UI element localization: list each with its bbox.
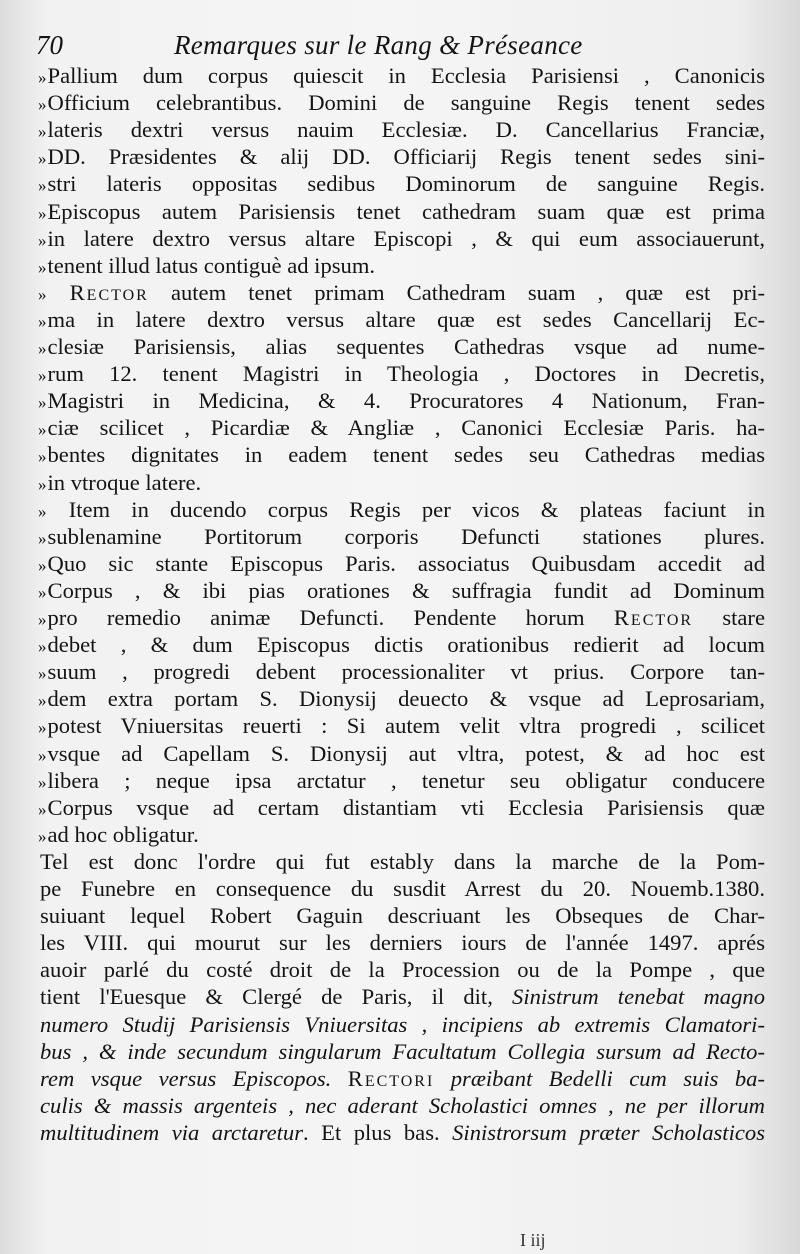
quote-mark: » (38, 555, 46, 575)
quote-mark: » (38, 393, 46, 413)
text-segment: ma in latere dextro versus altare quæ est sedes Cancellarij Ec- (47, 306, 765, 332)
quote-mark: » (38, 447, 46, 467)
text-line (38, 712, 765, 739)
text-line (38, 279, 765, 306)
text-segment: rum 12. tenent Magistri in Theologia , Doctores in Decretis, (47, 361, 765, 387)
text-line (40, 1011, 765, 1038)
quote-mark: » (38, 68, 46, 87)
text-segment: auoir parlé du costé droit de la Procession ou de la Pompe , que (40, 957, 765, 983)
text-segment: Tel est donc l'ordre qui fut estably dans la marche de la Pom- (40, 848, 765, 874)
text-line (38, 496, 765, 523)
text-segment: Sinistrorsum præter Scholasticos (452, 1119, 765, 1145)
text-line (38, 116, 765, 143)
text-line (38, 360, 765, 387)
quote-mark: » (38, 745, 46, 765)
quote-mark: » (38, 474, 46, 494)
text-line (38, 767, 765, 794)
text-line (38, 740, 765, 767)
quote-mark: » (38, 528, 46, 548)
text-segment: pro remedio animæ Defuncti. Pendente horum (47, 605, 614, 630)
text-line (38, 306, 765, 333)
text-segment: autem tenet primam Cathedram suam , quæ est pri- (148, 279, 765, 305)
quote-mark: » (38, 691, 46, 711)
text-segment: in latere dextro versus altare Episcopi , & qui eum associauerunt, (47, 225, 765, 251)
text-segment: . Et plus bas. (303, 1119, 453, 1145)
text-line (38, 333, 765, 360)
text-segment: debet , & dum Episcopus dictis orationibus redierit ad locum (47, 632, 765, 658)
text-segment: libera ; neque ipsa arctatur , tenetur seu obligatur conducere (47, 767, 765, 793)
text-line (38, 631, 765, 658)
text-segment: stri lateris oppositas sedibus Dominorum de sanguine Regis. (47, 171, 765, 197)
text-line (40, 1092, 765, 1119)
text-line (38, 577, 765, 604)
text-segment: les VIII. qui mourut sur les derniers iours de l'année 1497. aprés (40, 930, 765, 956)
text-line (38, 170, 765, 197)
quote-mark: » (38, 420, 46, 440)
text-line (38, 414, 765, 441)
text-segment: potest Vniuersitas reuerti : Si autem velit vltra progredi , scilicet (47, 713, 765, 739)
page-number: 70 (36, 30, 63, 60)
text-line (40, 1119, 765, 1146)
text-segment: suum , progredi debent processionaliter vt prius. Corpore tan- (47, 659, 765, 685)
text-line (38, 89, 765, 116)
text-line (40, 902, 765, 929)
text-segment: Officium celebrantibus. Domini de sanguine Regis tenent sedes (47, 90, 765, 116)
text-segment: tient l'Euesque & Clergé de Paris, il dit, (40, 984, 513, 1010)
text-line (40, 875, 765, 902)
quote-mark: » (38, 284, 46, 304)
text-segment: vsque ad Capellam S. Dionysij aut vltra, potest, & ad hoc est (47, 740, 765, 766)
text-line (38, 252, 765, 279)
text-segment (48, 280, 70, 305)
text-line (38, 604, 765, 631)
text-segment: dem extra portam S. Dionysij deuecto & vsque ad Leprosariam, (47, 686, 765, 712)
text-line (38, 658, 765, 685)
quote-mark: » (38, 582, 46, 602)
text-line (38, 441, 765, 468)
text-line (38, 821, 765, 848)
text-line (40, 848, 765, 875)
text-segment: ad hoc obligatur. (47, 821, 199, 847)
quote-mark: » (38, 826, 46, 846)
text-line (38, 685, 765, 712)
text-segment: Magistri in Medicina, & 4. Procuratores 4 Nationum, Fran- (47, 388, 765, 414)
quote-mark: » (38, 339, 46, 358)
text-segment: culis & massis argenteis , nec aderant Scholastici omnes , ne per illorum (40, 1092, 765, 1118)
quote-mark: » (38, 718, 46, 738)
text-segment: Pallium dum corpus quiescit in Ecclesia Parisiensi , Canonicis (47, 63, 765, 88)
text-line (38, 225, 765, 252)
text-segment: stare (693, 605, 765, 630)
text-line (40, 983, 765, 1010)
text-line (38, 523, 765, 550)
text-segment: Episcopus autem Parisiensis tenet cathedram suam quæ est prima (47, 198, 765, 224)
quote-mark: » (38, 230, 46, 250)
signature-mark: I iij (520, 1230, 546, 1250)
text-segment: sublenamine Portitorum corporis Defuncti stationes plures. (47, 523, 765, 549)
text-segment: bentes dignitates in eadem tenent sedes seu Cathedras medias (47, 442, 765, 468)
text-line (38, 550, 765, 577)
text-segment: Sinistrum tenebat magno (512, 984, 765, 1010)
text-line (40, 1038, 765, 1065)
text-segment: rem vsque versus Episcopos. (40, 1065, 348, 1091)
text-segment: DD. Præsidentes & alij DD. Officiarij Regis tenent sedes sini- (47, 144, 765, 170)
quote-mark: » (38, 311, 46, 331)
quote-mark: » (38, 122, 46, 142)
text-line (40, 1065, 765, 1092)
text-segment: Rector (69, 279, 149, 305)
text-segment: Rectori (347, 1065, 435, 1091)
quote-mark: » (38, 637, 46, 657)
text-segment: tenent illud latus contiguè ad ipsum. (47, 252, 376, 278)
text-segment: ciæ scilicet , Picardiæ & Angliæ , Canonici Ecclesiæ Paris. ha- (47, 415, 765, 441)
text-line (38, 143, 765, 170)
text-line (38, 62, 765, 89)
text-line (38, 387, 765, 414)
quote-mark: » (38, 257, 46, 277)
quote-mark: » (38, 176, 46, 196)
text-segment: clesiæ Parisiensis, alias sequentes Cathedras vsque ad nume- (47, 334, 765, 359)
text-line (38, 198, 765, 225)
text-segment: multitudinem via arctaretur (40, 1119, 304, 1145)
text-line (40, 929, 765, 956)
quote-mark: » (38, 772, 46, 792)
quote-mark: » (38, 610, 46, 629)
text-segment: numero Studij Parisiensis Vniuersitas , incipiens ab extremis Clamatori- (40, 1011, 765, 1037)
text-segment: Item in ducendo corpus Regis per vicos & plateas faciunt in (47, 496, 765, 522)
text-segment: Quo sic stante Episcopus Paris. associatus Quibusdam accedit ad (47, 550, 765, 576)
text-segment: pe Funebre en consequence du susdit Arrest du 20. Nouemb.1380. (40, 876, 765, 901)
quote-mark: » (38, 664, 46, 684)
running-title: Remarques sur le Rang & Préseance (174, 30, 583, 60)
text-segment: Rector (613, 605, 694, 630)
text-segment: Corpus , & ibi pias orationes & suffragia fundit ad Dominum (47, 577, 765, 603)
quote-mark: » (38, 203, 46, 223)
quote-mark: » (38, 799, 46, 819)
text-segment: præibant Bedelli cum suis ba- (434, 1065, 765, 1091)
quote-mark: » (38, 95, 46, 115)
text-line (38, 794, 765, 821)
text-line (40, 956, 765, 983)
text-segment: Corpus vsque ad certam distantiam vti Ecclesia Parisiensis quæ (47, 794, 765, 820)
text-line (38, 469, 765, 496)
text-segment: lateris dextri versus nauim Ecclesiæ. D. Cancellarius Franciæ, (47, 117, 765, 143)
text-segment: in vtroque latere. (47, 469, 202, 495)
text-segment: suiuant lequel Robert Gaguin descriuant les Obseques de Char- (40, 903, 765, 929)
text-segment: bus , & inde secundum singularum Facultatum Collegia sursum ad Recto- (40, 1038, 765, 1064)
running-head (36, 28, 776, 64)
quote-mark: » (38, 501, 46, 521)
quote-mark: » (38, 366, 46, 386)
quote-mark: » (38, 149, 46, 169)
